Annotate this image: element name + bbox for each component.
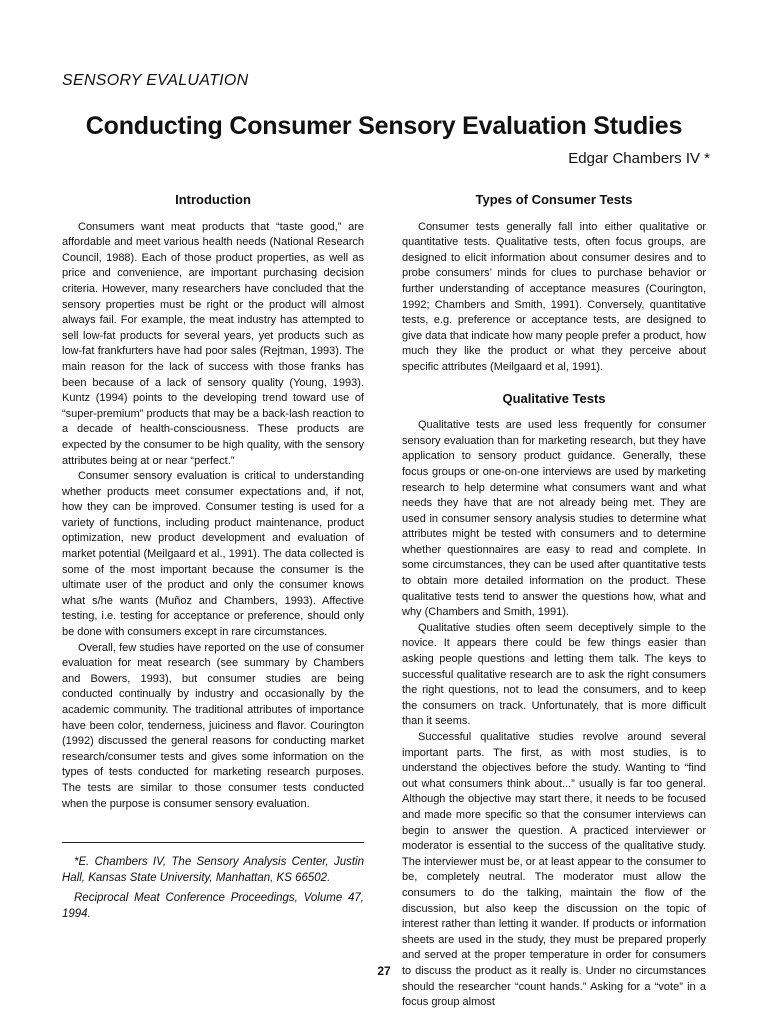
qualitative-paragraph: Qualitative tests are used less frequently for consumer sensory evaluation than for marketing research, but they have application to sensory product guidance. Generally, these focus groups or one-on-one interviews are used by marketing research to help determine what consumers want and what needs they have that are not already being met. They are used in consumer sensory analysis studies to determine what attributes might be tested with consumers and to determine whether questionnaires are easy to read and complete. In some circumstances, they can be used after quantitative tests to obtain more detailed information on the product. These qualitative tests tend to answer the questions how, what and why (Chambers and Smith, 1991). — [402, 419, 706, 619]
intro-paragraph: Overall, few studies have reported on the use of consumer evaluation for meat research (see summary by Chambers and Bowers, 1993), but consumer studies are being conducted continually by industry and occasionally by the academic community. The traditional attributes of importance have been color, tenderness, juiciness and flavor. Courington (1992) discussed the general reasons for conducting market research/consumer tests and gives some information on the types of tests conducted for marketing research purposes. The tests are similar to those consumer tests conducted when the purpose is consumer sensory evaluation. — [62, 641, 364, 810]
author-name: Edgar Chambers IV * — [568, 150, 710, 167]
footnote-proceedings-text: Reciprocal Meat Conference Proceedings, Volume 47, 1994. — [62, 892, 364, 920]
footnote-divider — [62, 842, 364, 843]
left-column — [62, 192, 364, 812]
consumer-tests-heading: Types of Consumer Tests — [475, 192, 633, 207]
section-label: SENSORY EVALUATION — [62, 72, 249, 89]
qualitative-paragraph: Successful qualitative studies revolve around several important parts. The first, as with most studies, is to understand the objectives before the study. Wanting to “find out what consumers think about...” usually is far too general. Although the objective may start there, it needs to be focused and made more specific so that the consumer interviews can begin to answer the question. A practiced interviewer or moderator is essential to the success of the qualitative study. The interviewer must be, or at least appear to the consumer to be, completely neutral. The moderator must allow the consumers to do the talking, maintain the flow of the discussion, but also keep the discussion on the topic of interest rather than letting it wander. If products or information sheets are used in the study, they must be prepared properly and served at the proper temperature in order for consumers to discuss the product as it really is. Under no circumstances should the researcher “count hands.” Asking for a “vote” in a focus group almost — [402, 731, 706, 1009]
footnote-proceedings — [62, 890, 364, 922]
page-number: 27 — [377, 964, 391, 978]
footnote-affiliation — [62, 854, 364, 886]
consumer-tests-paragraph: Consumer tests generally fall into either qualitative or quantitative tests. Qualitative tests, often focus groups, are designed to elicit information about consumer desires and to probe consumers’ minds for clues to purchase behavior or further understanding of acceptance measures (Courington, 1992; Chambers and Smith, 1991). Conversely, quantitative tests, e.g. preference or acceptance tests, are designed to give data that indicate how many people prefer a product, how much they like the product or what they perceive about specific attributes (Meilgaard et al, 1991). — [402, 220, 706, 373]
paper-title: Conducting Consumer Sensory Evaluation Studies — [85, 112, 683, 140]
footnote-affiliation-text: *E. Chambers IV, The Sensory Analysis Center, Justin Hall, Kansas State University, Manhattan, KS 66502. — [62, 856, 364, 884]
introduction-heading: Introduction — [175, 192, 251, 207]
intro-paragraph: Consumer sensory evaluation is critical to understanding whether products meet consumer expectations and, if not, how they can be improved. Consumer testing is used for a variety of functions, including product maintenance, product optimization, new product development and evaluation of market potential (Meilgaard et al., 1991). The data collected is some of the most important because the consumer is the ultimate user of the product and only the consumer knows what s/he wants (Muñoz and Chambers, 1993). Affective testing, i.e. testing for acceptance or preference, should only be done with consumers except in rare circumstances. — [62, 470, 364, 639]
right-column — [402, 192, 706, 1011]
qualitative-tests-heading: Qualitative Tests — [502, 390, 606, 406]
intro-paragraph: Consumers want meat products that “taste good,” are affordable and meet various health needs (National Research Council, 1988). Each of those product properties, as well as price and convenience, are important purchasing decision criteria. However, many researchers have concluded that the sensory properties must be right or the product will almost always fail. For example, the meat industry has attempted to sell low-fat products for several years, yet products such as low-fat frankfurters have had poor sales (Rejtman, 1993). The main reason for the lack of success with those franks has been because of a lack of sensory quality (Young, 1993). Kuntz (1994) points to the developing trend toward use of “super-premium” products that may be a back-lash reaction to a decade of health-consciousness. These products are expected by the consumer to be high quality, with the sensory attributes being at or near “perfect.” — [62, 220, 364, 467]
qualitative-paragraph: Qualitative studies often seem deceptively simple to the novice. It appears there could be few things easier than asking people questions and letting them talk. The keys to successful qualitative research are to ask the right consumers the right questions, not to lead the consumers, and to keep the consumers on track. Unfortunately, that is more difficult than it seems. — [402, 621, 706, 728]
